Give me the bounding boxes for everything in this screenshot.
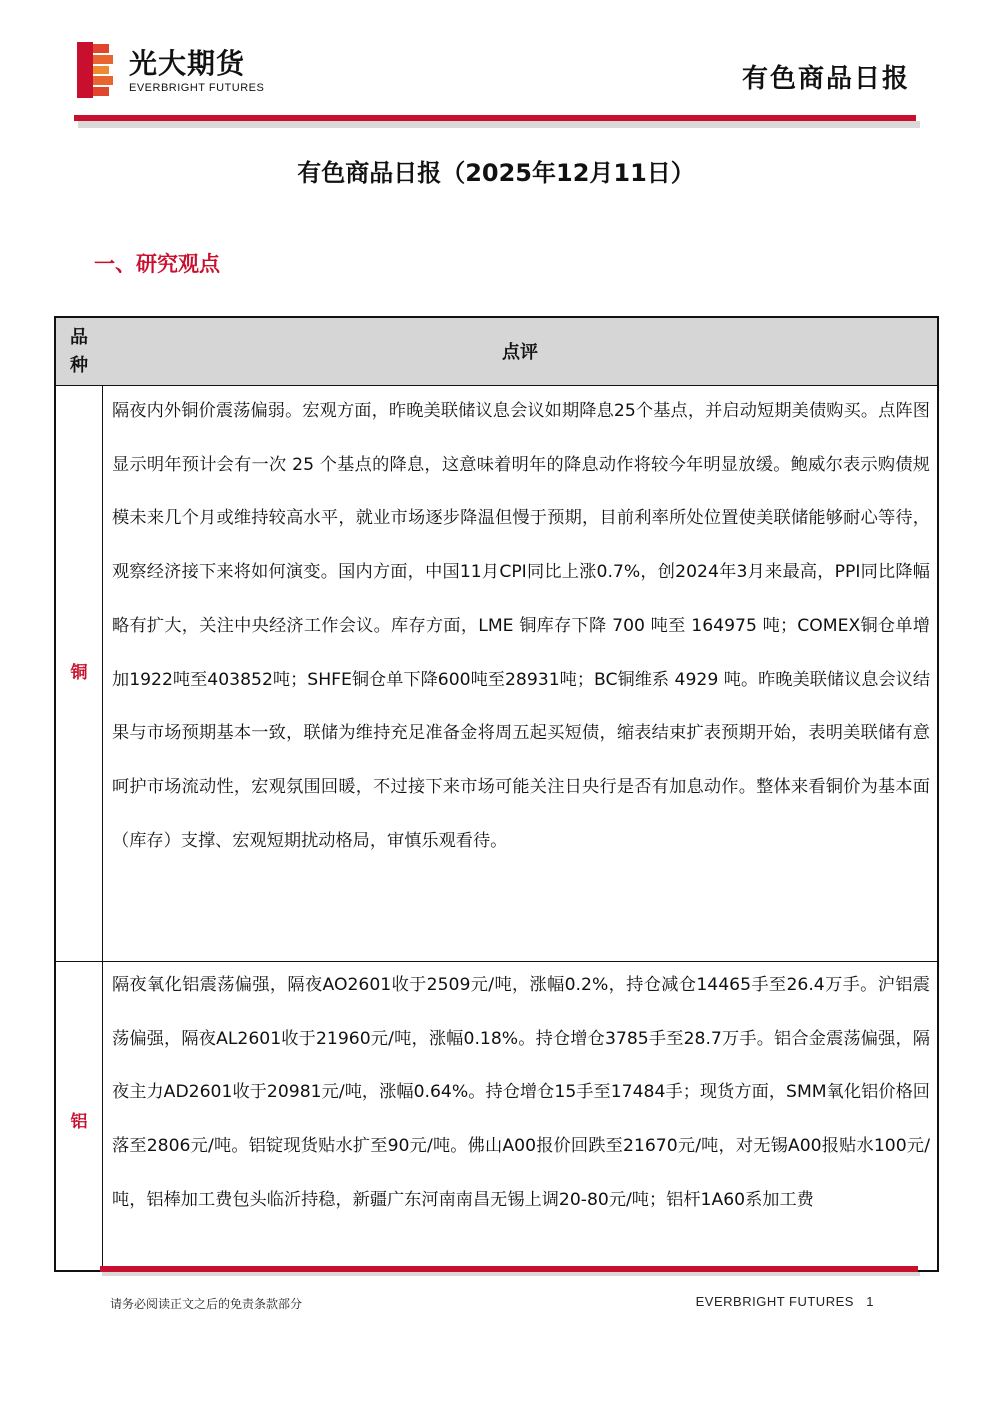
company-logo: [77, 42, 277, 102]
footer-divider-shadow: [102, 1272, 920, 1276]
row-comment-copper: 隔夜内外铜价震荡偏弱。宏观方面，昨晚美联储议息会议如期降息25个基点，并启动短期美债购买。点阵图显示明年预计会有一次 25 个基点的降息，这意味着明年的降息动作将较今年明显放缓。鲍威尔表示购债规模未来几个月或维持较高水平，就业市场逐步降温但慢于预期，目前利率所处位置使美联储能够耐心等待，观察经济接下来将如何演变。国内方面，中国11月CPI同比上涨0.7%，创2024年3月来最高，PPI同比降幅略有扩大，关注中央经济工作会议。库存方面，LME 铜库存下降 700 吨至 164975 吨；COMEX铜仓单增加1922吨至403852吨；SHFE铜仓单下降600吨至28931吨；BC铜维系 4929 吨。昨晚美联储议息会议结果与市场预期基本一致，联储为维持充足准备金将周五起买短债，缩表结束扩表预期开始，表明美联储有意呵护市场流动性，宏观氛围回暖，不过接下来市场可能关注日央行是否有加息动作。整体来看铜价为基本面（库存）支撑、宏观短期扰动格局，审慎乐观看待。: [112, 401, 931, 851]
logo-text-cn: 光大期货: [129, 47, 246, 80]
footer-brand: EVERBRIGHT FUTURES: [695, 1294, 854, 1309]
page-number: 1: [866, 1294, 874, 1309]
section-title: 一、研究观点: [94, 252, 220, 276]
row-comment-aluminum: 隔夜氧化铝震荡偏强，隔夜AO2601收于2509元/吨，涨幅0.2%，持仓减仓14465手至26.4万手。沪铝震荡偏强，隔夜AL2601收于21960元/吨，涨幅0.18%。持仓增仓3785手至28.7万手。铝合金震荡偏强，隔夜主力AD2601收于20981元/吨，涨幅0.64%。持仓增仓15手至17484手；现货方面，SMM氧化铝价格回落至2806元/吨。铝锭现货贴水扩至90元/吨。佛山A00报价回跌至21670元/吨，对无锡A00报贴水100元/吨，铝棒加工费包头临沂持稳，新疆广东河南南昌无锡上调20-80元/吨；铝杆1A60系加工费: [112, 975, 930, 1210]
table-header: [56, 318, 937, 386]
header-kind-line1: 品: [70, 327, 88, 348]
header-divider-shadow: [78, 121, 920, 128]
research-table: [54, 316, 939, 1272]
document-title: 有色商品日报（2025年12月11日）: [297, 159, 695, 187]
footer-brand-page: [696, 1294, 874, 1309]
report-name: 有色商品日报: [741, 64, 910, 94]
table-row-aluminum: [56, 962, 937, 1272]
header-comment: 点评: [502, 342, 538, 363]
logo-text-en: EVERBRIGHT FUTURES: [129, 82, 265, 94]
footer-disclaimer: 请务必阅读正文之后的免责条款部分: [110, 1297, 303, 1311]
header-kind: [56, 324, 102, 380]
row-kind-copper: 铜: [70, 663, 88, 683]
everbright-logo-icon: [77, 42, 115, 98]
row-kind-aluminum: 铝: [70, 1112, 88, 1132]
table-row-copper: [56, 386, 937, 961]
header-kind-line2: 种: [70, 355, 88, 376]
